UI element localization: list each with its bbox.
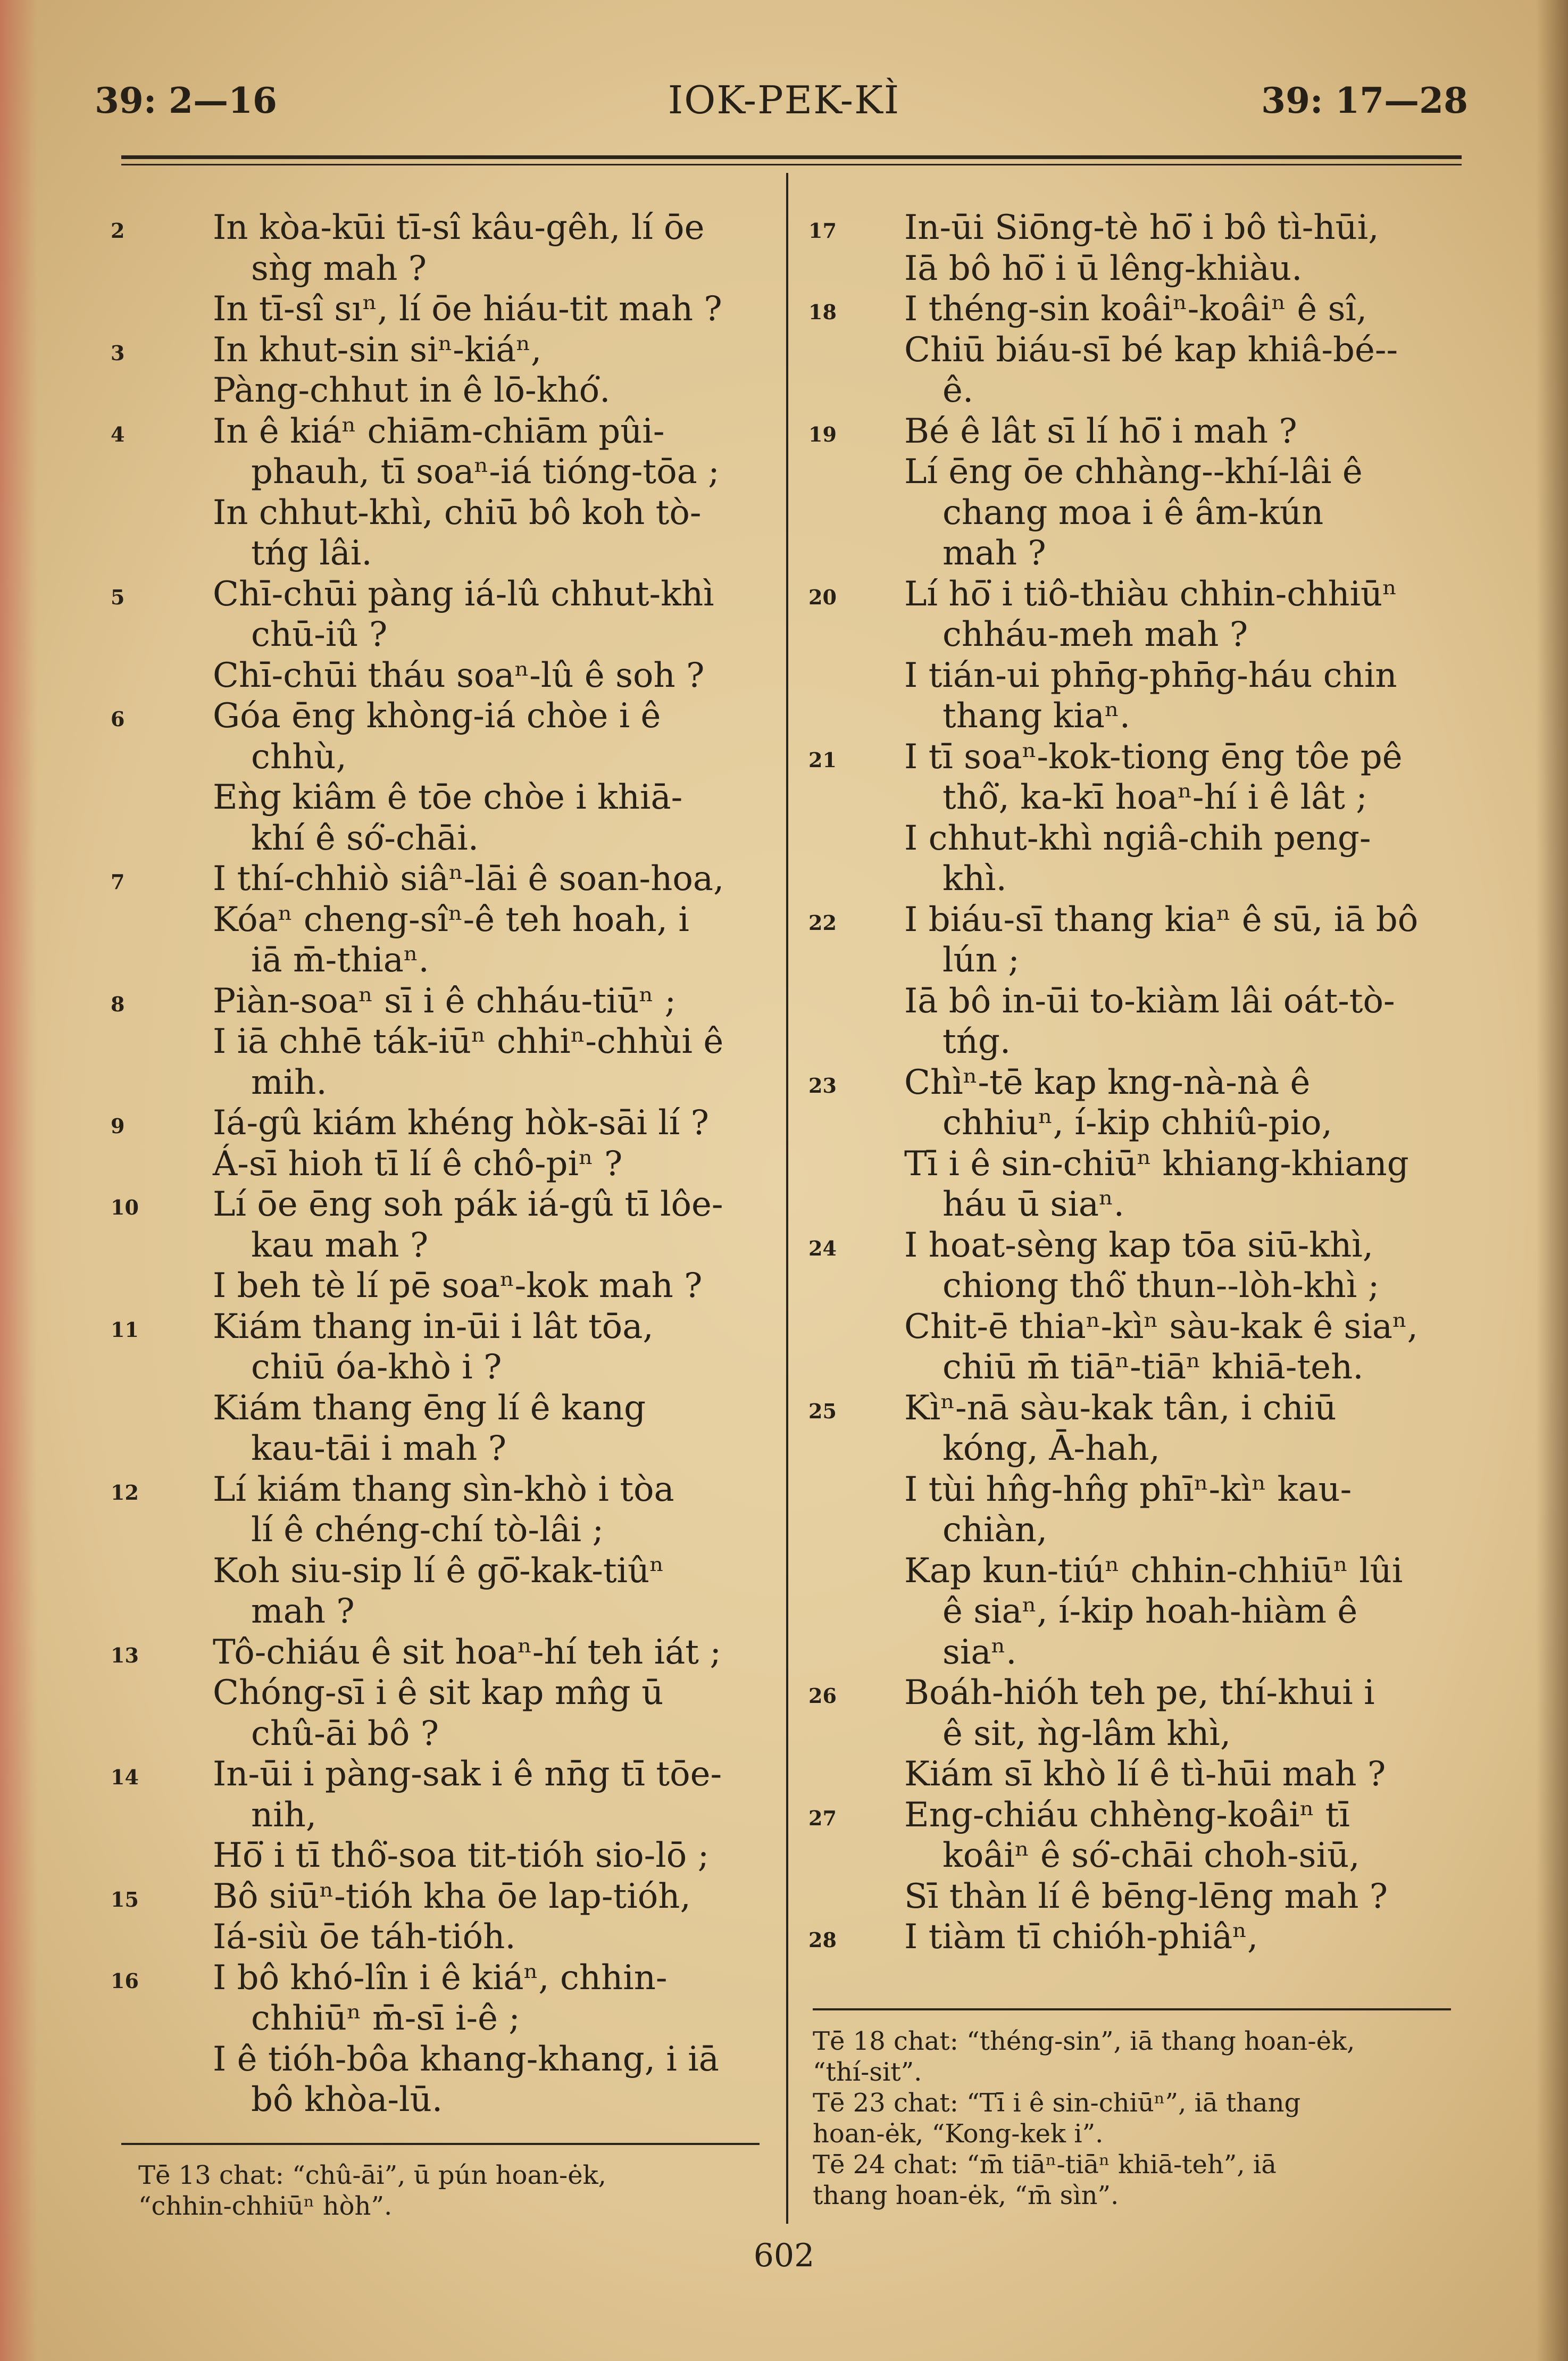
verse-line (213, 1510, 761, 1551)
verse-text: chiū óa-khò i ? (251, 1348, 502, 1387)
verse-text: Chóng-sī i ê sit kap mn̂g ū (213, 1673, 664, 1712)
verse-line (808, 1673, 1457, 1714)
verse-text: In-ūi Siōng-tè hō͘ i bô tì-hūi, (904, 208, 1379, 247)
verse-line (111, 574, 761, 615)
verse-text: Chī-chūi pàng iá-lû chhut-khì (213, 574, 714, 614)
verse-text: Bé ê lât sī lí hō͘ i mah ? (904, 411, 1297, 451)
verse-text: chū-iû ? (251, 615, 388, 654)
verse-text: In-ūi i pàng-sak i ê nn̄g tī tōe- (213, 1755, 722, 1794)
verse-line (213, 1062, 761, 1103)
verse-line (111, 859, 761, 900)
verse-line (213, 1388, 761, 1429)
verse-line (904, 533, 1457, 574)
verse-line (111, 696, 761, 737)
verse-text: chiong thô͘ thun--lòh-khì ; (943, 1266, 1380, 1306)
verse-text: Kiám sī khò lí ê tì-hūi mah ? (904, 1755, 1386, 1794)
verse-text: Kiám thang ēng lí ê kang (213, 1388, 646, 1428)
verse-line (904, 859, 1457, 900)
verse-text: chû-āi bô ? (251, 1714, 439, 1753)
verse-number: 10 (111, 1195, 139, 1219)
verse-number: 15 (111, 1887, 139, 1911)
footnote-line: Tē 18 chat: “théng-sin”, iā thang hoan-ėk, (813, 2026, 1355, 2056)
left-footnotes (138, 2160, 766, 2222)
verse-line (213, 1266, 761, 1307)
verse-line (904, 1510, 1457, 1551)
verse-text: Góa ēng khòng-iá chòe i ê (213, 696, 661, 736)
verse-text: Koh siu-sip lí ê gō͘-kak-tiûⁿ (213, 1551, 664, 1591)
verse-text: I tùi hn̂g-hn̂g phīⁿ-kìⁿ kau- (904, 1469, 1352, 1509)
verse-line (904, 655, 1457, 696)
verse-line (213, 493, 761, 534)
verse-line (213, 1225, 761, 1266)
verse-text: Kìⁿ-nā sàu-kak tân, i chiū (904, 1388, 1337, 1428)
verse-text: lún ; (943, 941, 1020, 980)
footnote-line: “chhin-chhiūⁿ hòh”. (138, 2191, 393, 2221)
verse-number: 6 (111, 707, 125, 731)
verse-text: Lí kiám thang sìn-khò i tòa (213, 1469, 674, 1509)
verse-text: tńg. (943, 1022, 1011, 1061)
verse-number: 17 (808, 219, 837, 243)
verse-line (213, 452, 761, 493)
verse-line (808, 1795, 1457, 1836)
header-rule-thick (121, 155, 1462, 159)
verse-text: In khut-sin siⁿ-kiáⁿ, (213, 330, 542, 370)
verse-line (213, 777, 761, 818)
shadow-right-edge (1536, 0, 1568, 2361)
verse-number: 20 (808, 585, 837, 609)
verse-text: Tô-chiáu ê sit hoaⁿ-hí teh iát ; (213, 1632, 721, 1672)
verse-line (213, 1551, 761, 1592)
verse-line (904, 1469, 1457, 1510)
verse-line (213, 737, 761, 778)
verse-text: chhiūⁿ m̄-sī i-ê ; (251, 1999, 520, 2038)
verse-text: In chhut-khì, chiū bô koh tò- (213, 493, 702, 533)
verse-text: I tián-ui phn̄g-phn̄g-háu chin (904, 655, 1397, 695)
verse-text: kau-tāi i mah ? (251, 1429, 506, 1468)
verse-text: nih, (251, 1795, 317, 1835)
verse-line (111, 1469, 761, 1510)
verse-text: sǹg mah ? (251, 248, 427, 288)
verse-line (904, 1103, 1457, 1144)
verse-number: 22 (808, 910, 837, 935)
verse-number: 25 (808, 1399, 837, 1423)
verse-text: mih. (251, 1062, 327, 1102)
verse-line (111, 981, 761, 1022)
verse-line (904, 1184, 1457, 1225)
verse-text: I chhut-khì ngiâ-chih peng- (904, 818, 1371, 858)
verse-line (111, 1754, 761, 1795)
verse-text: thang kiaⁿ. (943, 696, 1131, 736)
verse-line (111, 207, 761, 248)
verse-line (904, 1876, 1457, 1917)
verse-text: mah ? (251, 1592, 355, 1631)
verse-line (111, 1184, 761, 1225)
verse-line (213, 533, 761, 574)
verse-number: 14 (111, 1765, 139, 1789)
verse-line (808, 900, 1457, 941)
verse-text: Pàng-chhut in ê lō-khó͘. (213, 371, 611, 410)
footnote-line: thang hoan-ėk, “m̄ sìn”. (813, 2181, 1119, 2210)
verse-text: Chìⁿ-tē kap kng-nà-nà ê (904, 1062, 1311, 1102)
verse-number: 18 (808, 300, 837, 324)
verse-text: Chiū biáu-sī bé kap khiâ-bé-- (904, 330, 1398, 370)
verse-line (111, 1958, 761, 1999)
verse-text: I biáu-sī thang kiaⁿ ê sū, iā bô (904, 900, 1419, 940)
verse-text: In ê kiáⁿ chiām-chiām pûi- (213, 411, 665, 451)
footnote-line: Tē 23 chat: “Tī i ê sin-chiūⁿ”, iā thang (813, 2088, 1301, 2118)
verse-text: Iā bô in-ūi to-kiàm lâi oát-tò- (904, 981, 1395, 1021)
verse-text: bô khòa-lū. (251, 2080, 443, 2119)
verse-number: 8 (111, 992, 125, 1016)
verse-line (213, 1347, 761, 1388)
verse-text: siaⁿ. (943, 1632, 1017, 1672)
verse-text: I tī soaⁿ-kok-tiong ēng tôe pê (904, 737, 1403, 777)
verse-text: I thí-chhiò siâⁿ-lāi ê soan-hoa, (213, 859, 724, 899)
verse-line (904, 1754, 1457, 1795)
verse-text: I hoat-sèng kap tōa siū-khì, (904, 1225, 1374, 1265)
verse-line (213, 248, 761, 289)
verse-line (213, 1021, 761, 1062)
verse-text: Lí ōe ēng soh pák iá-gû tī lôe- (213, 1185, 723, 1224)
verse-text: Iá-siù ōe táh-tióh. (213, 1917, 516, 1957)
verse-line (904, 1266, 1457, 1307)
verse-line (213, 900, 761, 941)
verse-line (213, 1673, 761, 1714)
verse-line (904, 1021, 1457, 1062)
header-right-reference: 39: 17—28 (1261, 80, 1468, 121)
verse-text: chháu-meh mah ? (943, 615, 1248, 654)
verse-text: Eǹg kiâm ê tōe chòe i khiā- (213, 778, 683, 817)
verse-number: 27 (808, 1806, 837, 1830)
verse-line (904, 981, 1457, 1022)
footnote-line: hoan-ėk, “Kong-kek i”. (813, 2119, 1104, 2149)
page-number: 602 (753, 2237, 815, 2274)
verse-text: koâiⁿ ê só͘-chāi choh-siū, (943, 1836, 1360, 1875)
verse-text: khí ê só͘-chāi. (251, 818, 479, 858)
verse-line (111, 1876, 761, 1917)
verse-line (213, 370, 761, 411)
verse-line (904, 1591, 1457, 1632)
verse-line (213, 289, 761, 330)
verse-line (111, 1307, 761, 1348)
verse-line (808, 289, 1457, 330)
verse-text: I théng-sin koâiⁿ-koâiⁿ ê sî, (904, 289, 1367, 329)
verse-line (904, 696, 1457, 737)
verse-line (808, 1225, 1457, 1266)
right-footnotes (813, 2026, 1456, 2211)
verse-line (213, 1714, 761, 1755)
verse-text: ê sit, ǹg-lâm khì, (943, 1714, 1231, 1753)
verse-text: ê siaⁿ, í-kip hoah-hiàm ê (943, 1592, 1358, 1631)
verse-line (904, 614, 1457, 655)
verse-line (904, 370, 1457, 411)
verse-number: 5 (111, 585, 125, 609)
verse-text: Lí ēng ōe chhàng--khí-lâi ê (904, 452, 1363, 492)
verse-text: tńg lâi. (251, 534, 372, 573)
verse-line (808, 207, 1457, 248)
verse-number: 23 (808, 1073, 837, 1098)
verse-number: 13 (111, 1643, 139, 1667)
verse-line (213, 1835, 761, 1876)
footnote-line: “thí-sit”. (813, 2057, 922, 2087)
verse-text: Iá-gû kiám khéng hòk-sāi lí ? (213, 1103, 709, 1143)
verse-line (904, 1714, 1457, 1755)
header-rule-thin (121, 164, 1462, 165)
verse-line (213, 2039, 761, 2080)
column-divider (786, 173, 788, 2224)
verse-number: 26 (808, 1684, 837, 1708)
verse-text: Kóaⁿ cheng-sîⁿ-ê teh hoah, i (213, 900, 689, 940)
verse-text: Bô siūⁿ-tióh kha ōe lap-tióh, (213, 1876, 691, 1916)
verse-text: chiū m̄ tiāⁿ-tiāⁿ khiā-teh. (943, 1348, 1364, 1387)
verse-line (904, 493, 1457, 534)
verse-text: khì. (943, 859, 1007, 899)
verse-line (111, 1632, 761, 1673)
verse-text: Tī i ê sin-chiūⁿ khiang-khiang (904, 1144, 1409, 1184)
verse-text: I ê tióh-bôa khang-khang, i iā (213, 2039, 719, 2079)
verse-line (904, 452, 1457, 493)
verse-line (904, 1551, 1457, 1592)
verse-text: I tiàm tī chióh-phiâⁿ, (904, 1917, 1258, 1957)
verse-text: mah ? (943, 534, 1046, 573)
verse-line (111, 330, 761, 371)
verse-text: Piàn-soaⁿ sī i ê chháu-tiūⁿ ; (213, 981, 677, 1021)
verse-line (213, 1795, 761, 1836)
verse-number: 12 (111, 1480, 139, 1504)
verse-text: Lí hō͘ i tiô-thiàu chhin-chhiūⁿ (904, 574, 1397, 614)
verse-text: lí ê chéng-chí tò-lâi ; (251, 1510, 604, 1550)
verse-line (904, 248, 1457, 289)
header-left-reference: 39: 2—16 (95, 80, 277, 121)
verse-text: Sī thàn lí ê bēng-lēng mah ? (904, 1876, 1388, 1916)
verse-line (808, 574, 1457, 615)
verse-line (904, 1835, 1457, 1876)
verse-text: Chī-chūi tháu soaⁿ-lû ê soh ? (213, 655, 705, 695)
verse-line (904, 1144, 1457, 1185)
verse-text: I bô khó-lîn i ê kiáⁿ, chhin- (213, 1958, 668, 1998)
verse-number: 4 (111, 422, 125, 446)
verse-text: chhiuⁿ, í-kip chhiû-pio, (943, 1103, 1332, 1143)
verse-line (904, 1632, 1457, 1673)
verse-line (213, 818, 761, 859)
verse-text: thô͘, ka-kī hoaⁿ-hí i ê lât ; (943, 778, 1367, 817)
verse-line (213, 1428, 761, 1469)
verse-text: Boáh-hióh teh pe, thí-khui i (904, 1673, 1375, 1712)
stained-left-edge (0, 0, 37, 2361)
verse-line (808, 737, 1457, 778)
verse-text: háu ū siaⁿ. (943, 1185, 1124, 1224)
verse-text: chiàn, (943, 1510, 1048, 1550)
verse-text: Hō͘ i tī thô͘-soa tit-tióh sio-lō ; (213, 1836, 710, 1875)
right-footnote-rule (813, 2008, 1451, 2010)
verse-text: In tī-sî sıⁿ, lí ōe hiáu-tit mah ? (213, 289, 722, 329)
verse-line (904, 818, 1457, 859)
verse-text: Kiám thang in-ūi i lât tōa, (213, 1307, 654, 1346)
footnote-line: Tē 24 chat: “m̄ tiāⁿ-tiāⁿ khiā-teh”, iā (813, 2150, 1277, 2180)
verse-number: 28 (808, 1928, 837, 1952)
verse-number: 11 (111, 1317, 139, 1342)
verse-line (808, 1917, 1457, 1958)
verse-text: iā m̄-thiaⁿ. (251, 941, 429, 980)
left-column (111, 207, 761, 2121)
verse-number: 21 (808, 747, 837, 772)
verse-text: Iā bô hō͘ i ū lêng-khiàu. (904, 248, 1303, 288)
verse-number: 7 (111, 870, 125, 894)
verse-line (808, 1062, 1457, 1103)
verse-number: 3 (111, 340, 125, 365)
verse-line (904, 940, 1457, 981)
verse-text: Eng-chiáu chhèng-koâiⁿ tī (904, 1795, 1350, 1835)
verse-line (111, 411, 761, 452)
verse-text: Chit-ē thiaⁿ-kìⁿ sàu-kak ê siaⁿ, (904, 1307, 1418, 1346)
verse-text: Kap kun-tiúⁿ chhin-chhiūⁿ lûi (904, 1551, 1403, 1591)
page-title: IOK-PEK-KÌ (668, 78, 900, 122)
verse-line (213, 1917, 761, 1958)
verse-line (904, 1428, 1457, 1469)
verse-text: kau mah ? (251, 1225, 429, 1265)
verse-line (904, 1307, 1457, 1348)
verse-line (904, 1347, 1457, 1388)
verse-text: chhù, (251, 737, 347, 777)
verse-text: I beh tè lí pē soaⁿ-kok mah ? (213, 1266, 703, 1306)
verse-line (808, 1388, 1457, 1429)
verse-text: kóng, Ā-hah, (943, 1429, 1160, 1468)
footnote-line: Tē 13 chat: “chû-āi”, ū pún hoan-ėk, (138, 2160, 606, 2190)
verse-text: Á-sī hioh tī lí ê chô-piⁿ ? (213, 1144, 623, 1184)
verse-line (213, 940, 761, 981)
verse-text: I iā chhē ták-iūⁿ chhiⁿ-chhùi ê (213, 1022, 724, 1061)
right-column (808, 207, 1457, 1958)
verse-text: ê. (943, 371, 974, 410)
verse-line (213, 2080, 761, 2121)
verse-text: In kòa-kūi tī-sî kâu-gêh, lí ōe (213, 208, 705, 247)
verse-number: 19 (808, 422, 837, 446)
verse-line (904, 330, 1457, 371)
left-footnote-rule (121, 2143, 760, 2145)
verse-line (213, 1591, 761, 1632)
verse-number: 24 (808, 1236, 837, 1260)
verse-line (213, 1998, 761, 2039)
verse-line (213, 1144, 761, 1185)
verse-text: phauh, tī soaⁿ-iá tióng-tōa ; (251, 452, 720, 492)
verse-line (904, 777, 1457, 818)
verse-line (808, 411, 1457, 452)
verse-text: chang moa i ê âm-kún (943, 493, 1324, 533)
verse-line (213, 655, 761, 696)
verse-number: 16 (111, 1968, 139, 1993)
verse-line (111, 1103, 761, 1144)
verse-number: 9 (111, 1114, 125, 1138)
verse-number: 2 (111, 219, 125, 243)
verse-line (213, 614, 761, 655)
